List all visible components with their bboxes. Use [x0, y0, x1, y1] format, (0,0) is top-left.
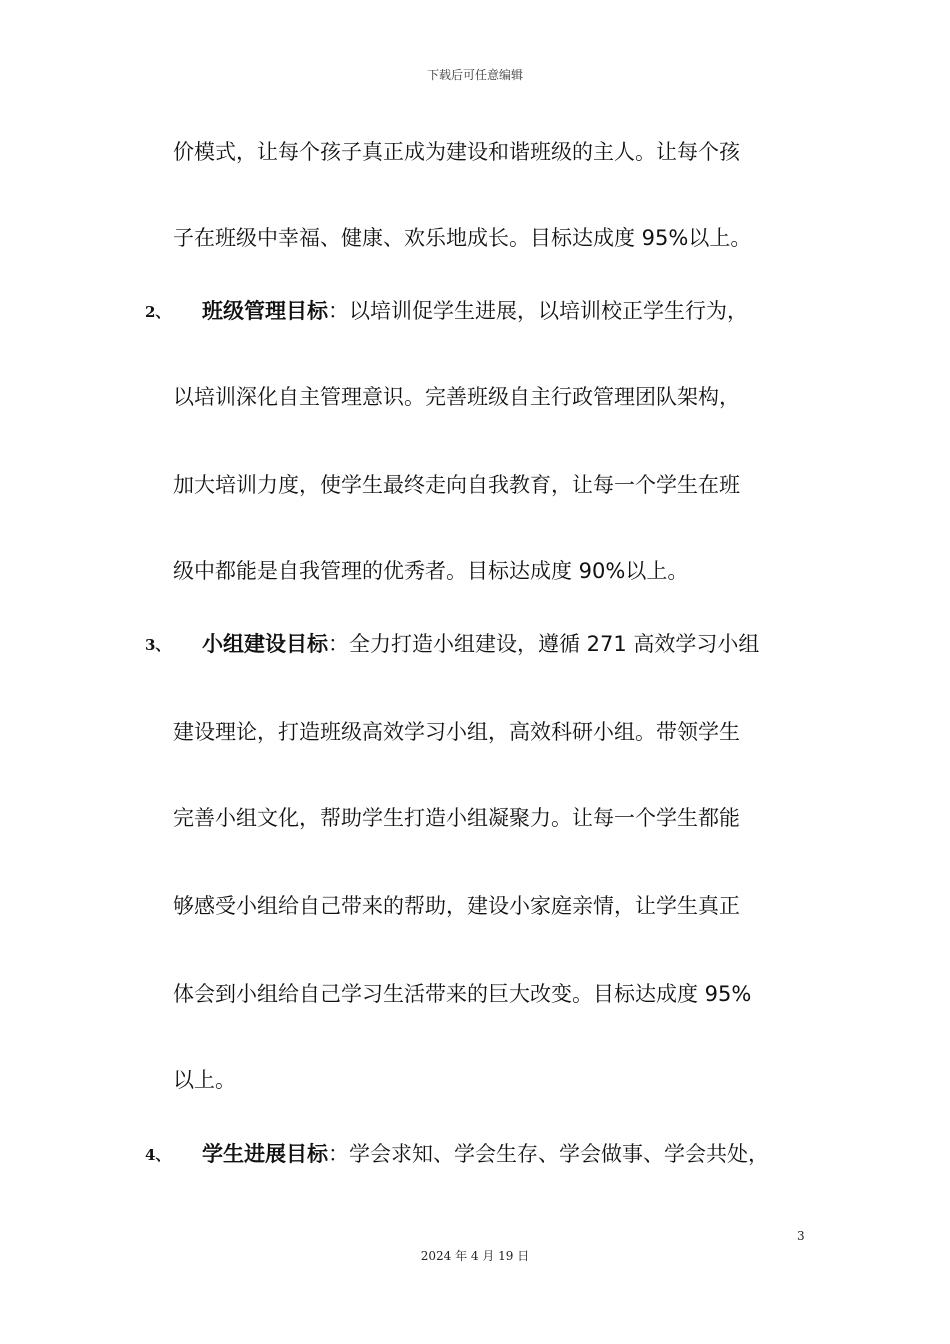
- item-heading: [202, 297, 748, 325]
- item-title: 班级管理目标: [202, 299, 328, 323]
- item-title: 小组建设目标: [202, 632, 328, 656]
- item-title: 学生进展目标: [202, 1142, 328, 1166]
- body-line: 以上。: [173, 1068, 236, 1092]
- page-number: 3: [797, 1229, 805, 1243]
- item-heading: [202, 630, 759, 658]
- item-first-line: ：学会求知、学会生存、学会做事、学会共处，: [328, 1142, 769, 1166]
- body-line: 建设理论，打造班级高效学习小组，高效科研小组。带领学生: [173, 720, 740, 744]
- item-number: 2、: [145, 303, 171, 321]
- body-line: 级中都能是自我管理的优秀者。目标达成度 90%以上。: [173, 559, 689, 583]
- body-line: 价模式，让每个孩子真正成为建设和谐班级的主人。让每个孩: [173, 140, 740, 164]
- body-line: 加大培训力度，使学生最终走向自我教育，让每一个学生在班: [173, 473, 740, 497]
- body-line: 够感受小组给自己带来的帮助，建设小家庭亲情，让学生真正: [173, 894, 740, 918]
- body-line: 完善小组文化，帮助学生打造小组凝聚力。让每一个学生都能: [173, 806, 740, 830]
- item-heading: [202, 1140, 769, 1168]
- body-line: 以培训深化自主管理意识。完善班级自主行政管理团队架构，: [173, 385, 740, 409]
- item-first-line: ：以培训促学生进展，以培训校正学生行为，: [328, 299, 748, 323]
- item-number: 3、: [145, 636, 171, 654]
- item-number: 4、: [145, 1146, 171, 1164]
- item-first-line: ：全力打造小组建设，遵循 271 高效学习小组: [328, 632, 760, 656]
- body-line: 子在班级中幸福、健康、欢乐地成长。目标达成度 95%以上。: [173, 226, 752, 250]
- body-line: 体会到小组给自己学习生活带来的巨大改变。目标达成度 95%: [173, 982, 752, 1006]
- footer-date: 2024 年 4 月 19 日: [420, 1249, 530, 1263]
- page-header: 下载后可任意编辑: [426, 68, 523, 82]
